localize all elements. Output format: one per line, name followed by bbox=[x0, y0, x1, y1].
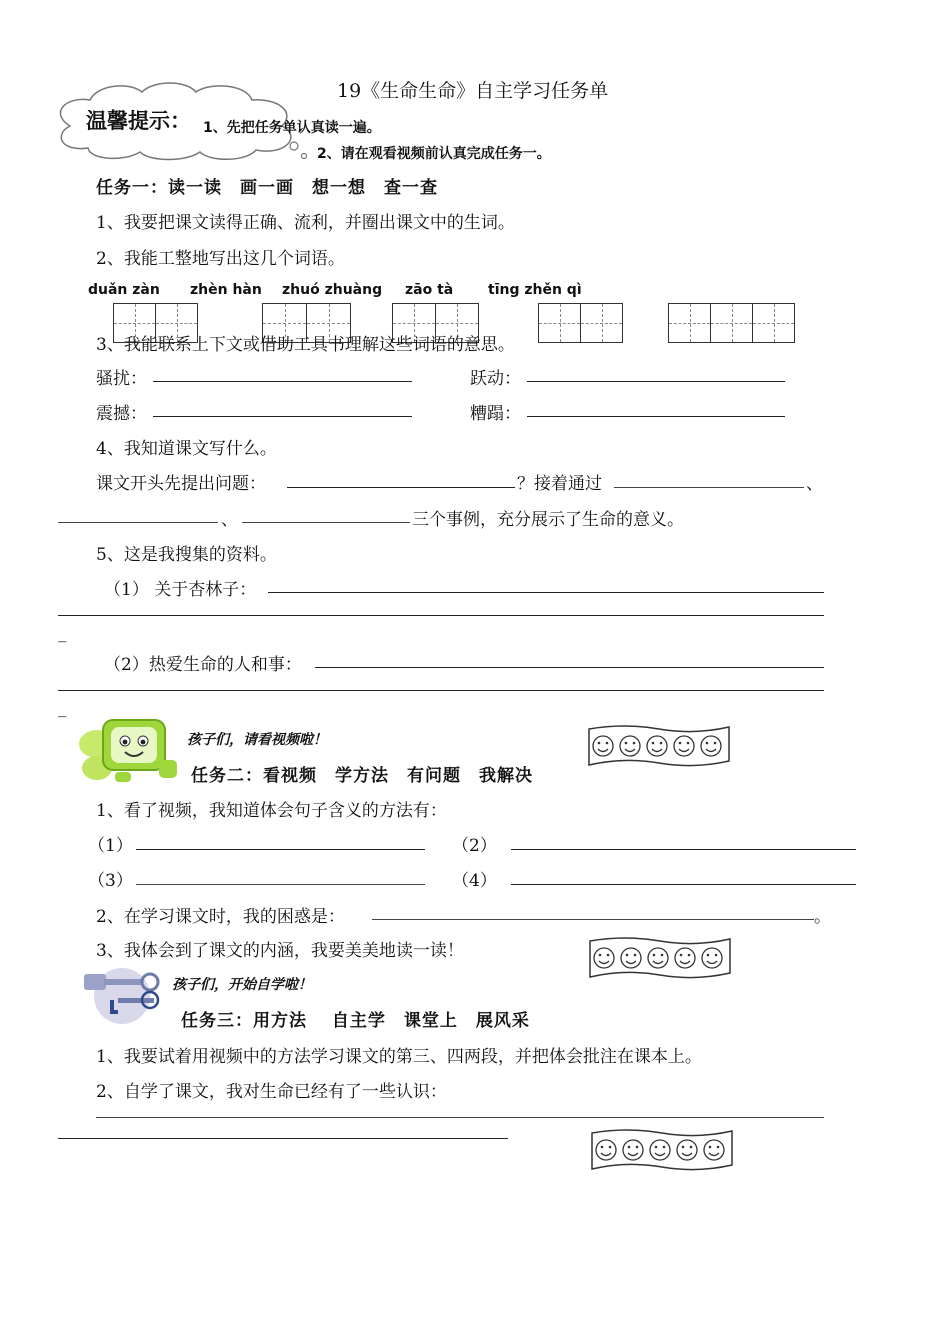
answer-line[interactable] bbox=[136, 884, 425, 885]
answer-line[interactable] bbox=[315, 667, 824, 668]
answer-line[interactable] bbox=[527, 416, 785, 417]
item5-2-label: （2）热爱生命的人和事： bbox=[104, 655, 302, 675]
item5-1-label: （1） 关于杏林子： bbox=[104, 580, 257, 600]
answer-line[interactable] bbox=[268, 592, 824, 593]
answer-line[interactable] bbox=[136, 849, 425, 850]
answer-line[interactable] bbox=[58, 615, 824, 616]
pinyin-1: duǎn zàn bbox=[88, 282, 160, 298]
method-mark-4: （4） bbox=[452, 871, 497, 891]
smiley-rating-icon[interactable] bbox=[589, 1127, 735, 1173]
pinyin-3: zhuó zhuàng bbox=[282, 282, 383, 298]
answer-line[interactable] bbox=[511, 884, 856, 885]
answer-line[interactable] bbox=[58, 1138, 508, 1139]
item4-text-e: 三个事例，充分展示了生命的意义。 bbox=[412, 510, 684, 530]
pinyin-4: zāo tà bbox=[405, 282, 454, 298]
task3-item1: 1、我要试着用视频中的方法学习课文的第三、四两段，并把体会批注在课本上。 bbox=[96, 1047, 702, 1067]
tip-2: 2、请在观看视频前认真完成任务一。 bbox=[317, 146, 551, 162]
pinyin-2: zhèn hàn bbox=[190, 282, 262, 298]
task2-heading: 任务二：看视频 学方法 有问题 我解决 bbox=[191, 766, 533, 786]
word-label: 跃动： bbox=[470, 369, 521, 389]
pinyin-5: tīng zhěn qì bbox=[488, 282, 582, 298]
task3-heading: 任务三：用方法 自主学 课堂上 展风采 bbox=[181, 1011, 530, 1031]
method-mark-3: （3） bbox=[88, 871, 133, 891]
answer-line[interactable] bbox=[527, 381, 785, 382]
word-label: 骚扰： bbox=[96, 369, 147, 389]
page-title: 19《生命生命》自主学习任务单 bbox=[337, 80, 609, 102]
task2-item1: 1、看了视频，我知道体会句子含义的方法有： bbox=[96, 801, 447, 821]
writing-box[interactable] bbox=[710, 303, 753, 343]
tip-1: 1、先把任务单认真读一遍。 bbox=[203, 120, 381, 136]
task2-item2: 2、在学习课文时，我的困惑是： bbox=[96, 907, 345, 927]
writing-box[interactable] bbox=[580, 303, 623, 343]
method-mark-1: （1） bbox=[88, 836, 133, 856]
answer-line[interactable] bbox=[96, 1117, 824, 1118]
answer-line[interactable] bbox=[242, 522, 410, 523]
dash-mark: _ bbox=[58, 698, 67, 718]
answer-line[interactable] bbox=[58, 522, 218, 523]
task1-heading: 任务一：读一读 画一画 想一想 查一查 bbox=[96, 178, 438, 198]
word-label: 震撼： bbox=[96, 404, 147, 424]
cloud-label: 温馨提示： bbox=[86, 109, 191, 133]
task1-item5: 5、这是我搜集的资料。 bbox=[96, 545, 277, 565]
smiley-rating-icon[interactable] bbox=[586, 723, 732, 769]
word-label: 糟蹋： bbox=[470, 404, 521, 424]
writing-box[interactable] bbox=[668, 303, 711, 343]
writing-box[interactable] bbox=[752, 303, 795, 343]
answer-line[interactable] bbox=[511, 849, 856, 850]
task1-item3: 3、我能联系上下文或借助工具书理解这些词语的意思。 bbox=[96, 335, 515, 355]
item4-text-d: 、 bbox=[221, 510, 238, 530]
task2-item3: 3、我体会到了课文的内涵，我要美美地读一读！ bbox=[96, 941, 464, 961]
task3-item2: 2、自学了课文，我对生命已经有了一些认识： bbox=[96, 1082, 447, 1102]
answer-line[interactable] bbox=[58, 690, 824, 691]
method-mark-2: （2） bbox=[452, 836, 497, 856]
answer-line[interactable] bbox=[287, 487, 515, 488]
writing-box[interactable] bbox=[538, 303, 581, 343]
task1-item2: 2、我能工整地写出这几个词语。 bbox=[96, 249, 345, 269]
task1-item4: 4、我知道课文写什么。 bbox=[96, 439, 277, 459]
answer-line[interactable] bbox=[614, 487, 804, 488]
task1-item1: 1、我要把课文读得正确、流利，并圈出课文中的生词。 bbox=[96, 213, 515, 233]
item4-text-b: ？接着通过 bbox=[517, 474, 602, 494]
key-icon bbox=[80, 962, 164, 1028]
task2-item2-end: 。 bbox=[814, 907, 831, 927]
answer-line[interactable] bbox=[153, 416, 412, 417]
task3-slogan: 孩子们，开始自学啦！ bbox=[172, 977, 312, 993]
tv-mascot-icon bbox=[75, 716, 185, 784]
item4-text-a: 课文开头先提出问题： bbox=[96, 474, 266, 494]
task2-slogan: 孩子们，请看视频啦！ bbox=[187, 732, 327, 748]
dash-mark: _ bbox=[58, 623, 67, 643]
item4-text-c: 、 bbox=[806, 474, 823, 494]
answer-line[interactable] bbox=[372, 919, 814, 920]
smiley-rating-icon[interactable] bbox=[587, 935, 733, 981]
answer-line[interactable] bbox=[153, 381, 412, 382]
